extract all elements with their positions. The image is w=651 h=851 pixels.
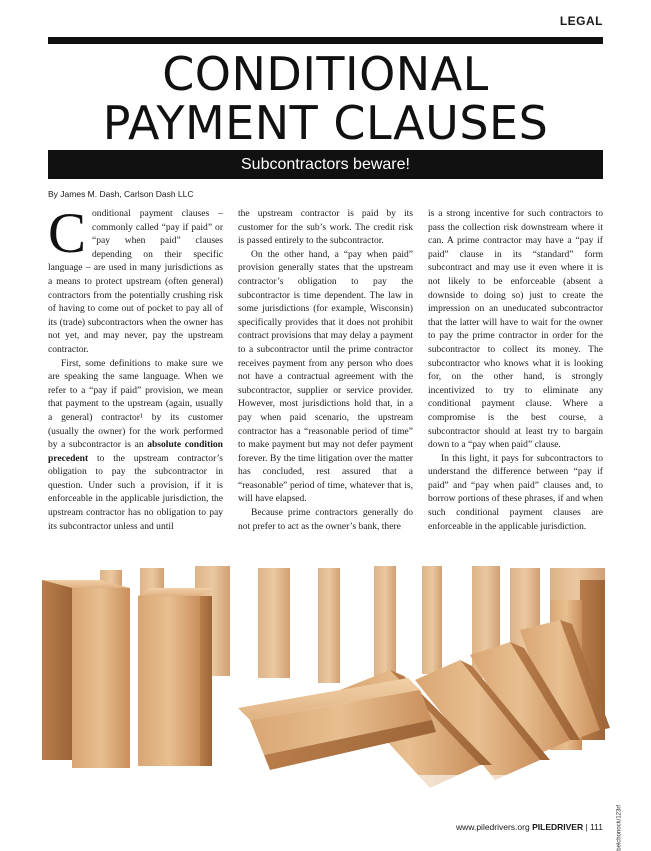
section-label: LEGAL xyxy=(559,14,603,28)
paragraph xyxy=(48,202,223,357)
paragraph-text: onditional payment clauses – commonly called “pay if paid” or “pay when paid” clauses depending on their specific language – are used in many jurisdictions as a means to protect upstream (often general) contractors from the potentially crushing risk of having to come out of pocket to pay all of its (trade) subcontractors when the owner has not yet, and may never, pay the upstream contractor. xyxy=(48,208,223,355)
footer-separator: | xyxy=(585,822,588,832)
page-number: 111 xyxy=(590,822,603,832)
drop-cap: C xyxy=(48,202,87,265)
article-title xyxy=(48,47,603,150)
column-2 xyxy=(238,207,413,559)
paragraph: Because prime contractors generally do not prefer to act as the owner’s bank, there xyxy=(238,507,413,532)
paragraph: the upstream contractor is paid by its customer for the sub’s work. The credit risk is passed entirely to the subcontractor. xyxy=(238,208,413,247)
paragraph-text: First, some definitions to make sure we are speaking the same language. When we refer to a “pay if paid” provision, we mean that payment to the upstream (again, usually a general) contractor¹ by its customer (usually the owner) for the work performed by a subcontractor is an xyxy=(48,357,223,451)
photo-credit: belchonock/123rf xyxy=(617,805,623,851)
column-3 xyxy=(428,207,603,559)
subtitle-bar xyxy=(48,150,603,179)
page-footer xyxy=(456,822,603,832)
top-rule xyxy=(48,37,603,44)
article-body xyxy=(48,202,603,559)
paragraph-text: to the upstream contractor’s obligation to pay the subcontractor in question. Under such a provision, if it is enforceable in the applicable jurisdiction, the upstream contractor has no obligation to pay its subcontractor unless and until xyxy=(48,452,223,532)
title-line-1: CONDITIONAL xyxy=(162,47,489,101)
paragraph: On the other hand, a “pay when paid” provision generally states that the upstream contractor’s obligation to pay the subcontractor is time dependent. The law in some jurisdictions (for example, Wisconsin) specifically provides that it does not prohibit contract provisions that may delay a payment to a subcontractor until the prime contractor receives payment from any person who does not have a contractual agreement with the subcontractor, supplier or service provider. However, most jurisdictions hold that, in a pay when paid scenario, the upstream contractor has a “reasonable period of time” to make payment but may not defer payment forever. By the time litigation over the matter has concluded, rest assured that a “reasonable” period of time, whatever that is, will have elapsed. xyxy=(238,248,413,505)
byline: By James M. Dash, Carlson Dash LLC xyxy=(48,189,194,199)
footer-magazine: PILEDRIVER xyxy=(532,822,584,832)
paragraph xyxy=(48,357,223,534)
foreground-blocks-left xyxy=(42,580,212,768)
footer-site: www.piledrivers.org xyxy=(456,822,530,832)
bold-term: absolute condition precedent xyxy=(48,439,223,464)
domino-blocks-photo xyxy=(40,560,615,810)
title-line-2: PAYMENT CLAUSES xyxy=(102,96,549,150)
paragraph: is a strong incentive for such contractors to pass the collection risk downstream where it can. A prime contractor may have a “pay if paid” clause in its “standard” form subcontract and may use it even where it is not likely to be enforceable (absent a downside to doing so) just to create the impression on an uneducated subcontractor that the latter will have to wait for the owner to pay the prime contractor in order for the subcontractor to collect its money. The subcontractor who knows what it is looking for, on the other hand, is strongly incentivized to try to eliminate any conditional payment clause. Where a compromise is the best course, a subcontractor should at least try to bargain down to a “pay when paid” clause. xyxy=(428,208,603,451)
column-1 xyxy=(48,202,223,559)
subtitle: Subcontractors beware! xyxy=(241,156,410,173)
paragraph: In this light, it pays for subcontractors to understand the difference between “pay if paid” and “pay when paid” clauses and, to borrow portions of these phrases, if and when such conditional payment clauses are enforceable in the applicable jurisdiction. xyxy=(428,452,603,532)
